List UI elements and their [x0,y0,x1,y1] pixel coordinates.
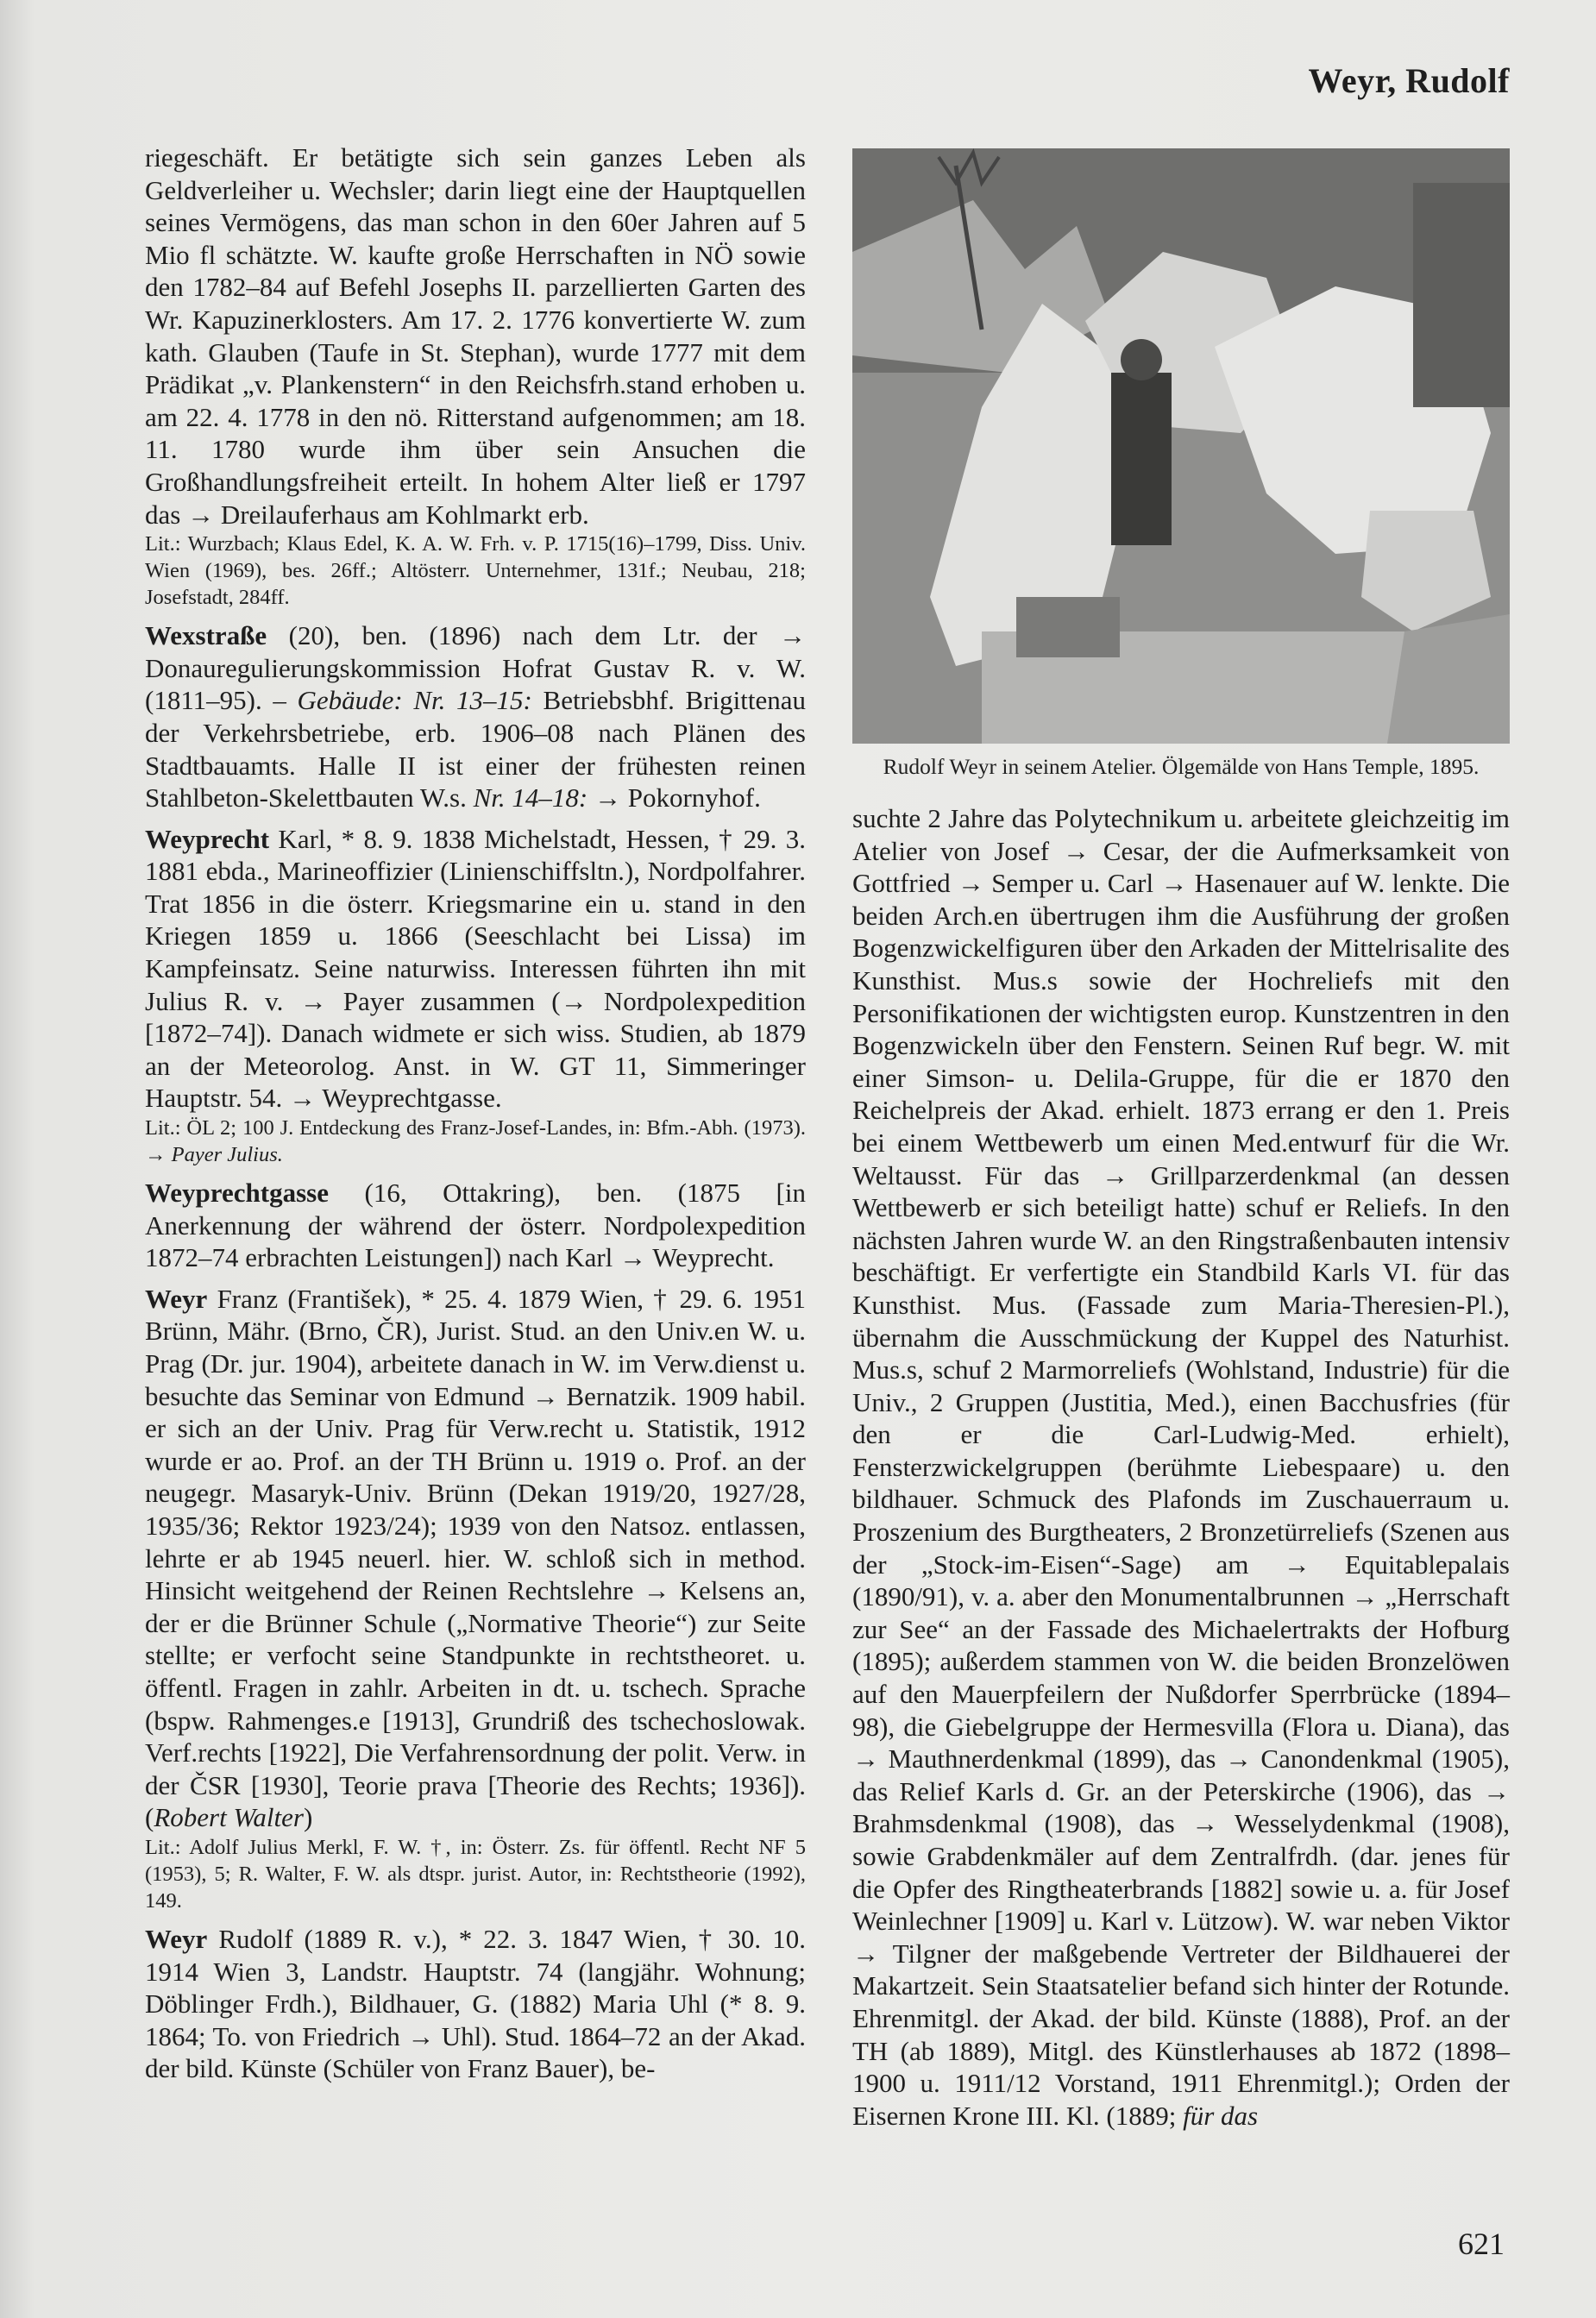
lemma: Wexstraße [145,620,267,651]
atelier-photograph [852,148,1510,744]
literature-note [145,1115,806,1168]
lit-italic: Payer Julius. [171,1143,283,1167]
entry-text: (16, Ottakring), ben. (1875 [in Anerkennung der während der österr. Nordpolexpedition 1872–74 erbrachten Leistungen]) nach Karl → Weyprecht. [145,1178,806,1273]
author-name: Robert Walter [154,1802,304,1833]
figure-caption: Rudolf Weyr in seinem Atelier. Ölgemälde von Hans Temple, 1895. [883,754,1480,779]
entry-weyprechtgasse [145,1177,806,1274]
lemma: Weyr [145,1923,208,1954]
entry-text: → Pokornyhof. [588,782,761,813]
entry-text: Franz (František), * 25. 4. 1879 Wien, † 29. 6. 1951 Brünn, Mähr. (Brno, ČR), Jurist. Stud. an den Univ.en W. u. Prag (Dr. jur. 1904), arbeitete danach in W. im Verw.dienst u. besuchte das Seminar von Edmund → Bernatzik. 1909 habil. er sich an der Univ. Prag für Verw.recht u. Statistik, 1912 wurde er ao. Prof. an der TH Brünn u. 1919 o. Prof. an der neugegr. Masaryk-Univ. Brünn (Dekan 1919/20, 1927/28, 1935/36; Rektor 1923/24); 1939 von den Natsoz. entlassen, lehrte er ab 1945 neuerl. hier. W. schloß sich in method. Hinsicht weitgehend der Reinen Rechtslehre → Kelsens an, der er die Brünner Schule („Normative Theorie“) zur Seite stellte; er verfocht seine Standpunkte in rechtstheoret. u. öffentl. Fragen in zahlr. Arbeiten in dt. u. tschech. Sprache (bspw. Rahmenges.e [1913], Grundriß des tschechoslowak. Verf.rechts [1922], Die Verfahrensordnung der polit. Verw. in der ČSR [1930], Teorie prava [Theorie des Rechts; 1936]). ( [145,1283,806,1833]
entry-continuation [852,802,1510,2132]
entry-italic: für das [1183,2100,1259,2131]
entry-text: suchte 2 Jahre das Polytechnikum u. arbeitete gleichzeitig im Atelier von Josef → Cesar, der die Aufmerksamkeit von Gottfried → Semper u. Carl → Hasenauer auf W. lenkte. Die beiden Arch.en übertrugen ihm die Ausführung der großen Bogenzwickelfiguren über den Arkaden der Mittelrisalite des Kunsthist. Mus.s sowie der Hochreliefs mit den Personifikationen der wichtigsten europ. Kunstzentren in den Bogenzwickeln über den Fenstern. Seinen Ruf begr. W. mit einer Simson- u. Delila-Gruppe, für die er 1870 den Reichelpreis der Akad. erhielt. 1873 errang er den 1. Preis bei einem Wettbewerb um einen Med.entwurf für die Wr. Weltausst. Für das → Grillparzerdenkmal (an dessen Wettbewerb er sich beteiligt hatte) schuf er Reliefs. In den nächsten Jahren wurde W. an den Ringstraßenbauten intensiv beschäftigt. Er verfertigte ein Standbild Karls VI. für das Kunsthist. Mus. (Fassade zum Maria-Theresien-Pl.), übernahm die Ausschmückung der Kuppel des Naturhist. Mus.s, schuf 2 Marmorreliefs (Wohlstand, Industrie) für die Univ., 2 Gruppen (Justitia, Med.), einen Bacchusfries (für den er die Carl-Ludwig-Med. erhielt), Fensterzwickelgruppen (berühmte Liebespaare) u. den bildhauer. Schmuck des Plafonds im Zuschauerraum u. Proszenium des Burgtheaters, 2 Bronzetürreliefs (Szenen aus der „Stock-im-Eisen“-Sage) am → Equitablepalais (1890/91), v. a. aber den Monumentalbrunnen → „Herrschaft zur See“ an der Fassade des Michaelertrakts der Hofburg (1895); außerdem stammen von W. die beiden Bronzelöwen auf den Mauerpfeilern der Nußdorfer Sperrbrücke (1894–98), die Giebelgruppe der Hermesvilla (Flora u. Diana), das → Mauthnerdenkmal (1899), das → Canondenkmal (1905), das Relief Karls d. Gr. an der Peterskirche (1906), das → Brahmsdenkmal (1908), das → Wesselydenkmal (1908), sowie Grabdenkmäler auf dem Zentralfrdh. (dar. jenes für die Opfer des Ringtheaterbrands [1882] sowie u. a. für Josef Weinlechner [1909] u. Karl v. Lützow). W. war neben Viktor → Tilgner der maßgebende Vertreter der Bildhauerei der Makartzeit. Sein Staatsatelier befand sich hinter der Rotunde. Ehrenmitgl. der Akad. der bild. Künste (1888), Prof. an der TH (ab 1889), Mitgl. des Künstlerhauses ab 1872 (1898–1900 u. 1911/12 Vorstand, 1911 Ehrenmitgl.); Orden der Eisernen Krone III. Kl. (1889; [852,803,1510,2131]
literature-note: Lit.: Wurzbach; Klaus Edel, K. A. W. Frh. v. P. 1715(16)–1799, Diss. Univ. Wien (1969), bes. 26ff.; Altösterr. Unternehmer, 131f.; Neubau, 218; Josefstadt, 284ff. [145,532,806,610]
lit-text: Lit.: ÖL 2; 100 J. Entdeckung des Franz-Josef-Landes, in: Bfm.-Abh. (1973). → [145,1116,806,1167]
right-column [852,802,1510,2132]
page-number: 621 [1458,2227,1505,2261]
entry-wexstrasse [145,619,806,814]
lemma: Weyprechtgasse [145,1178,329,1209]
literature-note: Lit.: Adolf Julius Merkl, F. W. †, in: Österr. Zs. für öffentl. Recht NF 5 (1953), 5; R. Walter, F. W. als dtspr. jurist. Autor, in: Rechtstheorie (1992), 149. [145,1835,806,1913]
lemma: Weyr [145,1283,208,1314]
running-head: Weyr, Rudolf [1308,61,1510,100]
entry-weyprecht [145,823,806,1115]
photo-illustration [852,148,1510,744]
entry-text: Betriebsbhf. Brigittenau der Verkehrsbetriebe, erb. 1906–08 nach Plänen des Stadtbauamts. Halle II ist einer der frühesten reinen Stahlbeton-Skelettbauten W.s. [145,685,807,813]
entry-continuation: riegeschäft. Er betätigte sich sein ganzes Leben als Geldverleiher u. Wechsler; darin liegt eine der Hauptquellen seines Vermögens, das man schon in den 60er Jahren auf 5 Mio fl schätzte. W. kaufte große Herrschaften in NÖ sowie den 1782–84 auf Befehl Josephs II. parzellierten Garten des Wr. Kapuzinerklosters. Am 17. 2. 1776 konvertierte W. zum kath. Glauben (Taufe in St. Stephan), wurde 1777 mit dem Prädikat „v. Plankenstern“ in den Reichsfrh.stand erhoben u. am 22. 4. 1778 in den nö. Ritterstand aufgenommen; am 18. 11. 1780 wurde ihm über sein Ansuchen die Großhandlungsfreiheit erteilt. In hohem Alter ließ er 1797 das → Dreilauferhaus am Kohlmarkt erb. [145,142,806,530]
entry-text: ) [303,1802,313,1833]
entry-text: Rudolf (1889 R. v.), * 22. 3. 1847 Wien, † 30. 10. 1914 Wien 3, Landstr. Hauptstr. 74 (langjähr. Wohnung; Döblinger Frdh.), Bildhauer, G. (1882) Maria Uhl (* 8. 9. 1864; To. von Friedrich → Uhl). Stud. 1864–72 an der Akad. der bild. Künste (Schüler von Franz Bauer), be- [145,1923,806,2084]
entry-italic: Gebäude: Nr. 13–15: [297,685,532,716]
entry-italic: Nr. 14–18: [473,782,588,813]
entry-weyr-rudolf [145,1923,806,2085]
entry-text: (20), ben. (1896) nach dem Ltr. der → Donauregulierungskommission Hofrat Gustav R. v. W. (1811–95). – [145,620,806,716]
entry-text: Karl, * 8. 9. 1838 Michelstadt, Hessen, † 29. 3. 1881 ebda., Marineoffizier (Linienschiffsltn.), Nordpolfahrer. Trat 1856 in die österr. Kriegsmarine ein u. stand in den Kriegen 1859 u. 1866 (Seeschlacht bei Lissa) im Kampfeinsatz. Seine naturwiss. Interessen führten ihn mit Julius R. v. → Payer zusammen (→ Nordpolexpedition [1872–74]). Danach widmete er sich wiss. Studien, ab 1879 an der Meteorolog. Anst. in W. GT 11, Simmeringer Hauptstr. 54. → Weyprechtgasse. [145,823,806,1114]
entry-weyr-franz [145,1283,806,1834]
lemma: Weyprecht [145,823,270,854]
left-column [145,141,806,2085]
